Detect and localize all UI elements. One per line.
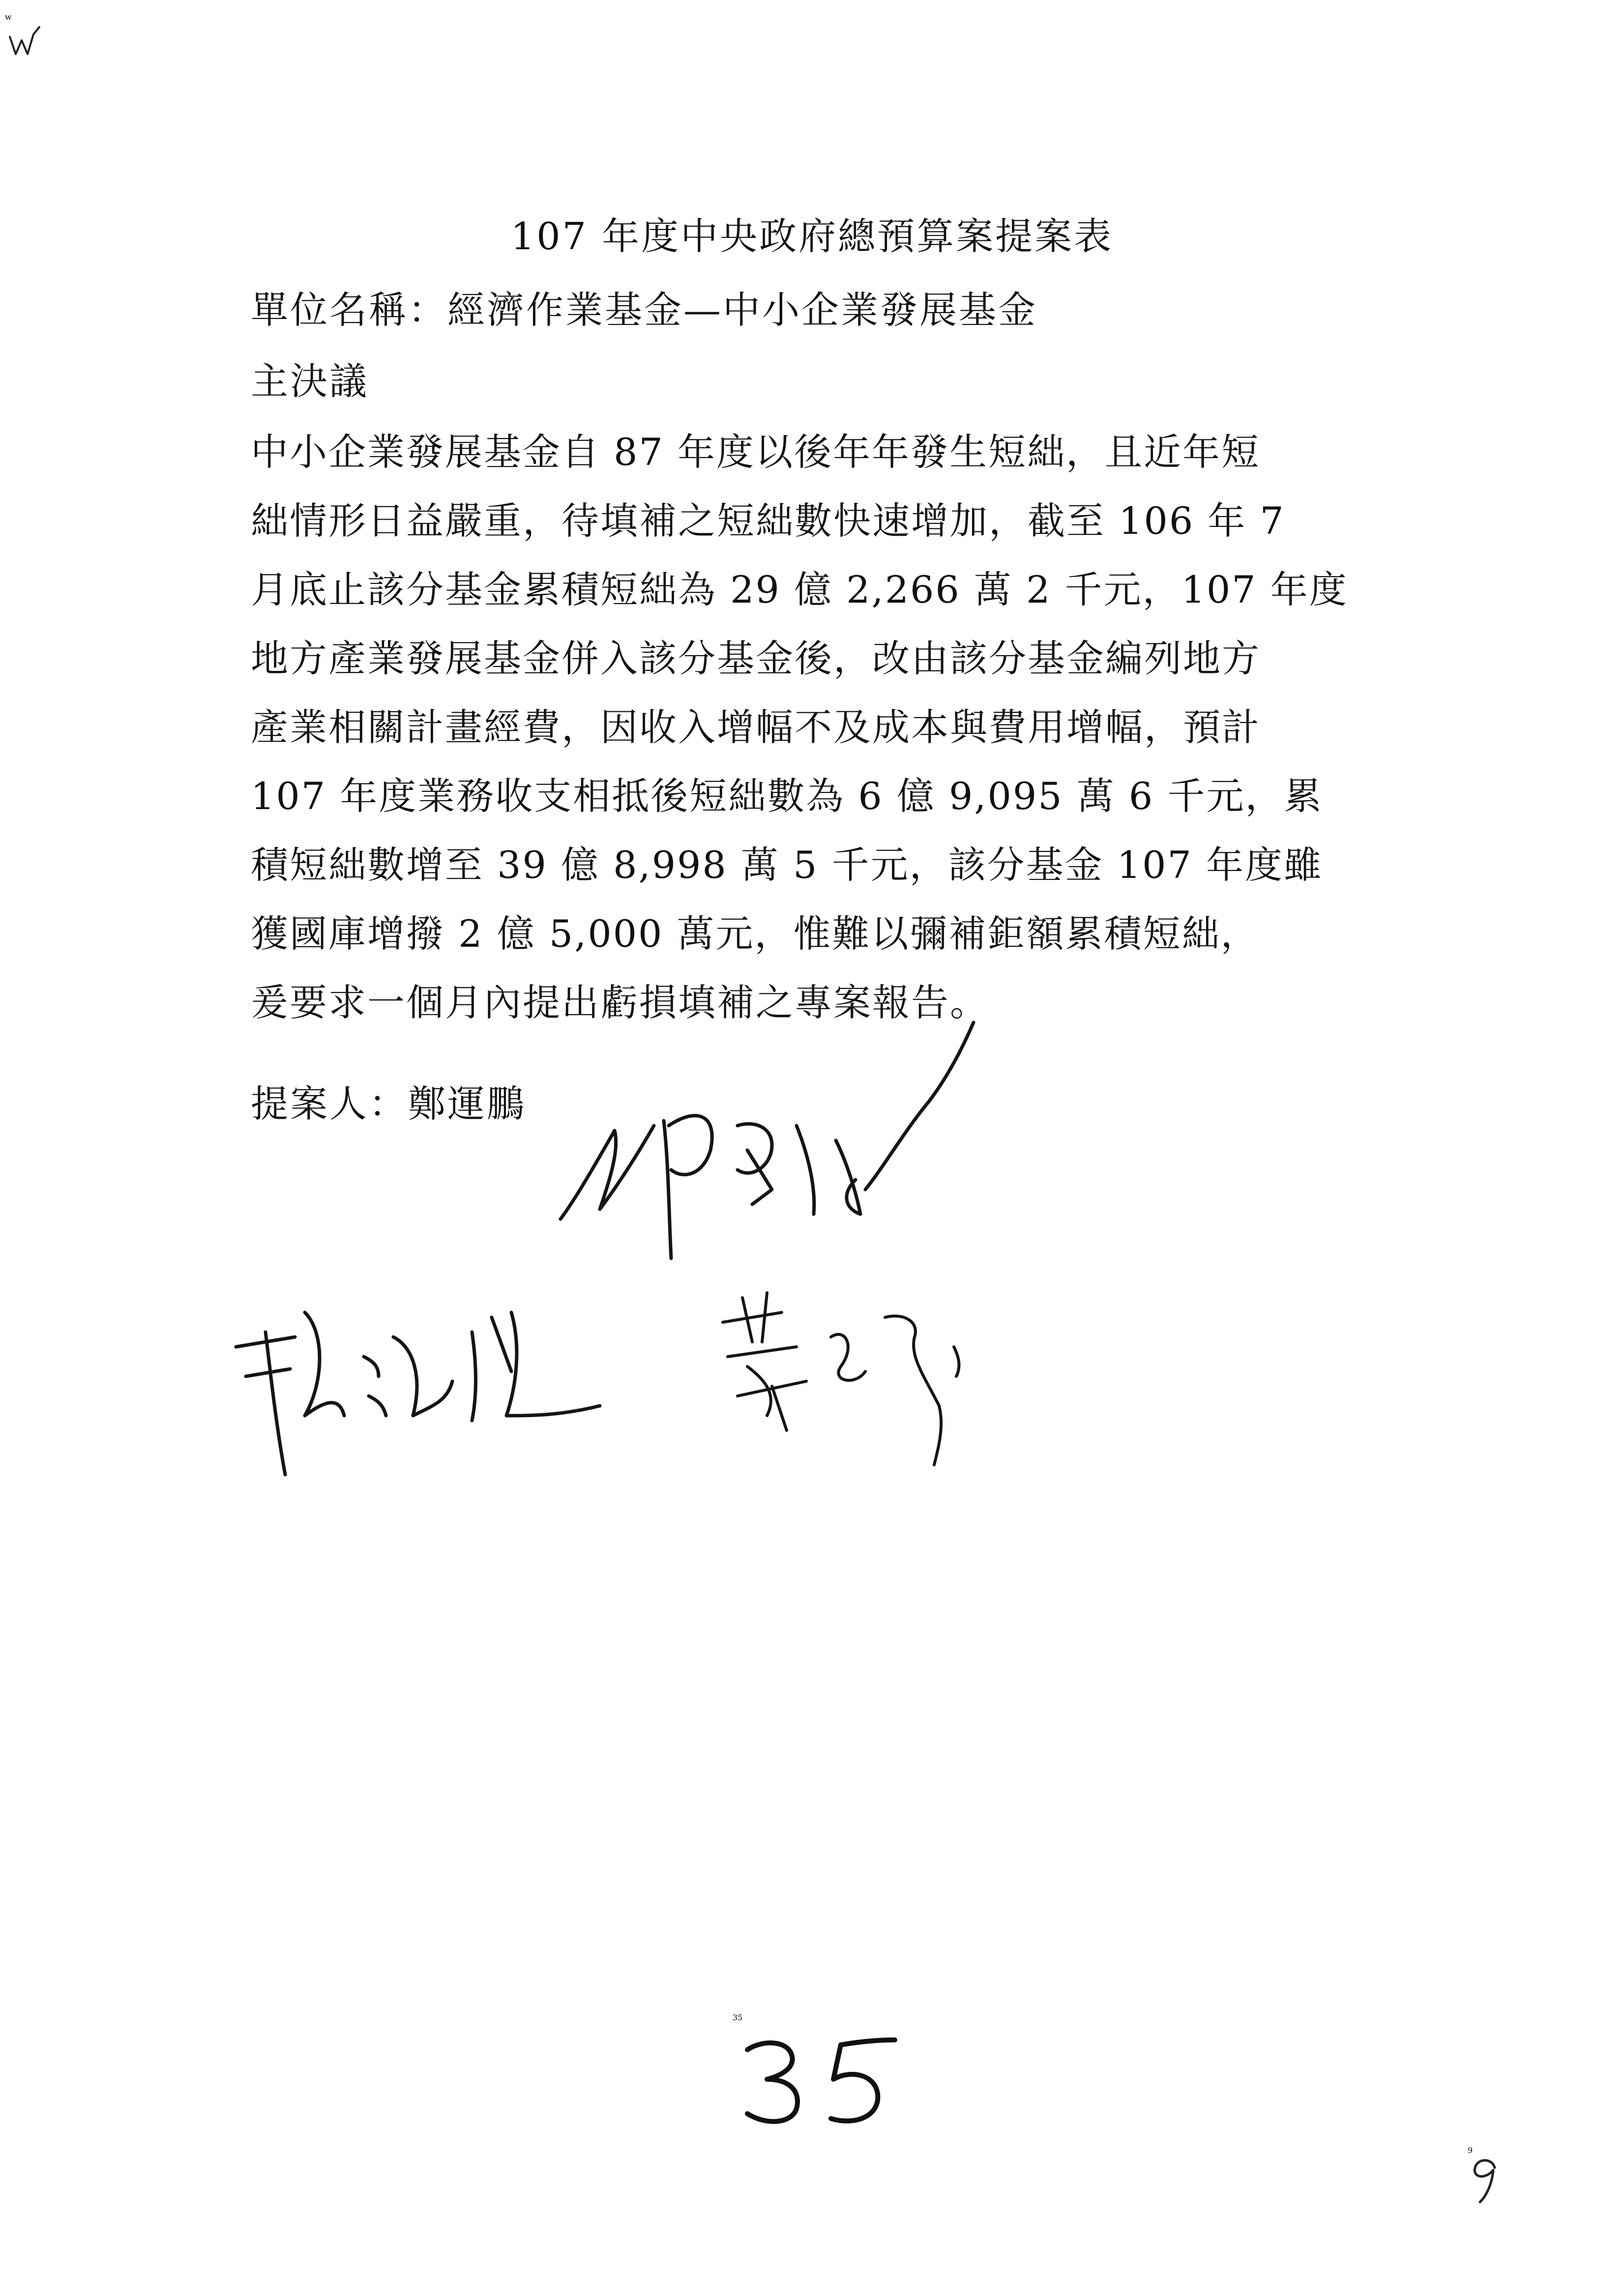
svg-text:9: 9 (1468, 2146, 1473, 2155)
handwritten-signature-left (216, 1258, 620, 1489)
body-line: 爰要求一個月內提出虧損填補之專案報告。 (251, 981, 989, 1024)
document-title: 107 年度中央政府總預算案提案表 (510, 214, 1114, 258)
body-line: 中小企業發展基金自 87 年度以後年年發生短絀，且近年短 (251, 430, 1261, 474)
handwritten-signature-right (708, 1268, 983, 1475)
corner-page-number (1468, 2146, 1502, 2207)
handwritten-signature-primary (541, 1003, 983, 1278)
handwritten-page-number (733, 2013, 900, 2138)
body-line: 產業相關計畫經費，因收入增幅不及成本與費用增幅，預計 (251, 705, 1261, 749)
resolution-body (251, 418, 1406, 1037)
unit-name: 單位名稱：經濟作業基金—中小企業發展基金 (251, 288, 1037, 332)
svg-text:35: 35 (733, 2013, 743, 2022)
proposer-line: 提案人：鄭運鵬 (251, 1082, 526, 1126)
body-line: 絀情形日益嚴重，待填補之短絀數快速增加，截至 106 年 7 (251, 499, 1285, 543)
body-line: 獲國庫增撥 2 億 5,000 萬元，惟難以彌補鉅額累積短絀， (251, 912, 1260, 956)
resolution-label: 主決議 (251, 359, 369, 403)
body-line: 月底止該分基金累積短絀為 29 億 2,266 萬 2 千元，107 年度 (251, 568, 1348, 611)
body-line: 積短絀數增至 39 億 8,998 萬 5 千元，該分基金 107 年度雖 (251, 843, 1323, 887)
corner-scribble-mark (5, 12, 49, 64)
svg-text:w: w (5, 12, 12, 22)
body-line: 地方產業發展基金併入該分基金後，改由該分基金編列地方 (251, 637, 1261, 680)
body-line: 107 年度業務收支相抵後短絀數為 6 億 9,095 萬 6 千元，累 (251, 774, 1323, 818)
